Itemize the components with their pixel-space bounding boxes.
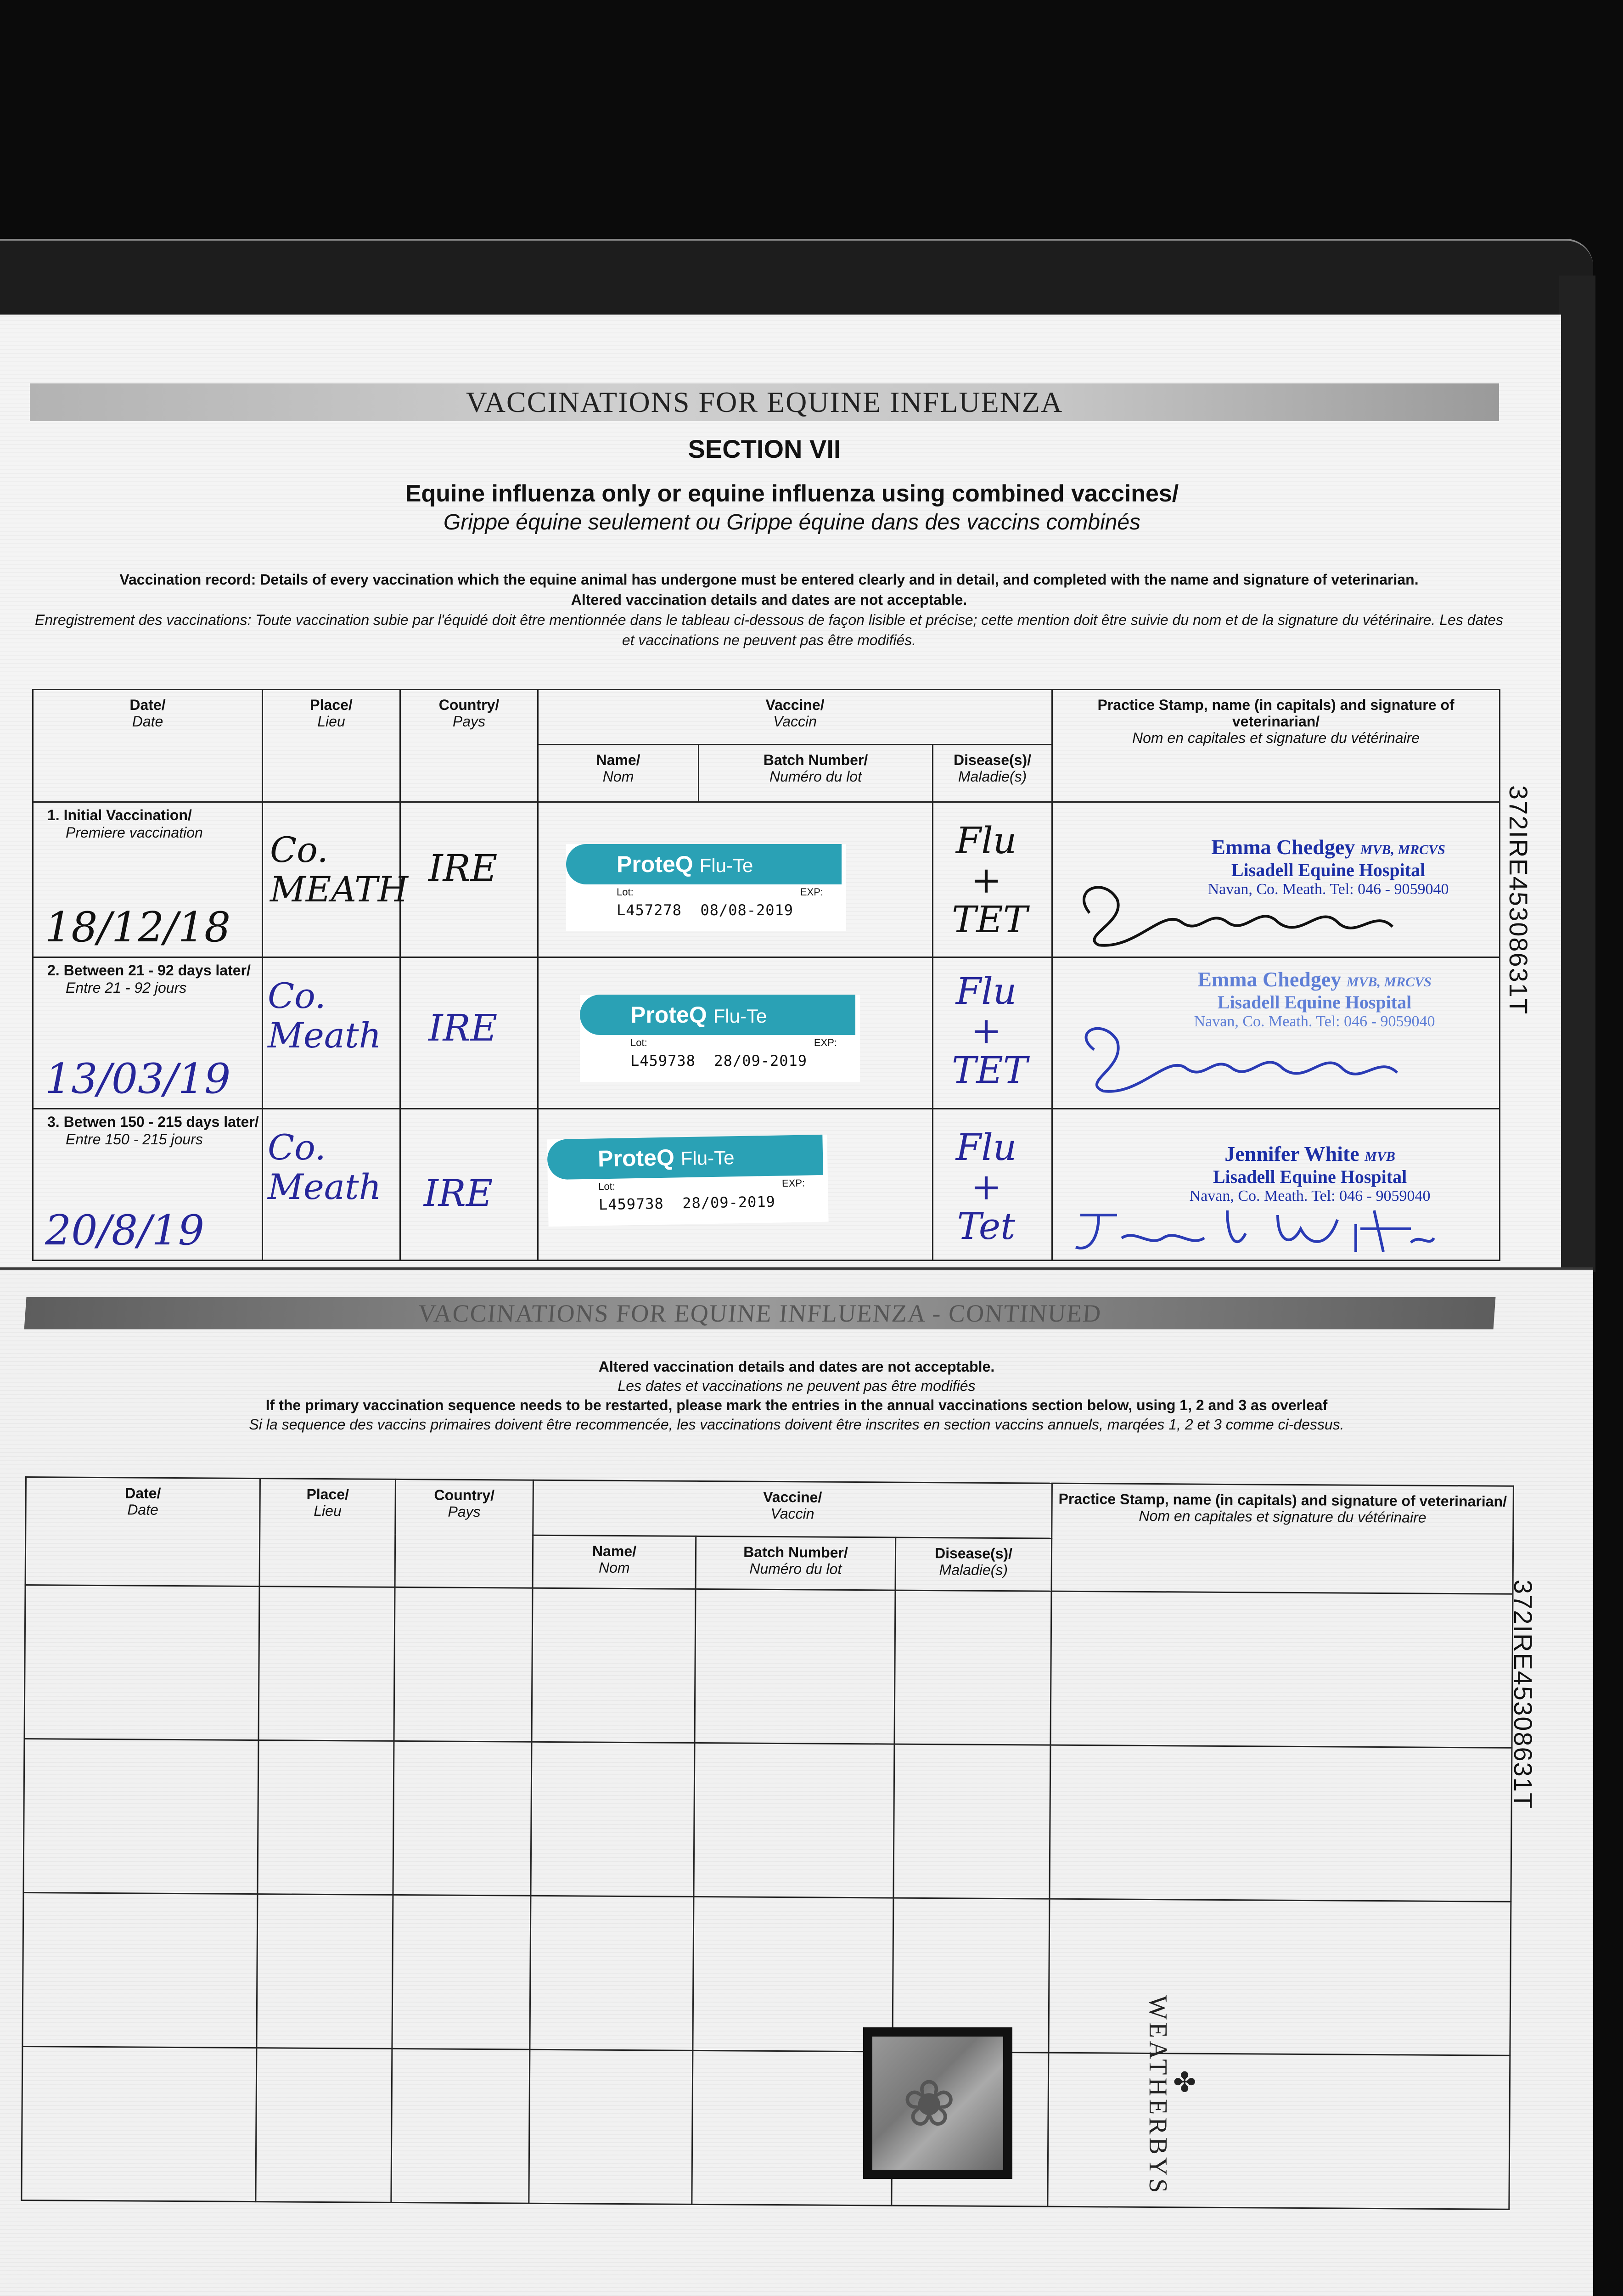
vaccination-date: 18/12/18 xyxy=(45,903,231,951)
disease-cell xyxy=(933,802,1052,957)
batch-number: L459738 xyxy=(598,1194,664,1214)
restart-notice-english: If the primary vaccination sequence needs to be restarted, please mark the entries in the annual vaccinations section below, using 1, 2 and 3 as overleaf xyxy=(265,1397,1328,1413)
country-value: IRE xyxy=(424,1172,493,1215)
stamp-cell xyxy=(1052,1109,1500,1261)
veterinarian-signature xyxy=(1062,1201,1438,1261)
header-diseases: Disease(s)/ Maladie(s) xyxy=(895,1537,1052,1591)
altered-notice-english: Altered vaccination details and dates are not acceptable. xyxy=(598,1358,995,1375)
place-value: Co. Meath xyxy=(268,1127,382,1207)
intro-english: Vaccination record: Details of every vaccination which the equine animal has undergone must be entered clearly and in detail, and completed with the name and signature of veterinarian. xyxy=(119,571,1419,588)
veterinarian-signature xyxy=(1062,872,1429,954)
date-cell: 3. Betwen 150 - 215 days later/ Entre 150 - 215 jours 20/8/19 xyxy=(33,1109,263,1261)
country-value: IRE xyxy=(428,1007,498,1049)
disease-value: Flu + Tet xyxy=(955,1126,1017,1248)
vaccination-row xyxy=(33,957,1500,1109)
empty-row xyxy=(23,1739,1512,1902)
practice-stamp: Emma Chedgey MVB, MRCVS Lisadell Equine Hospital Navan, Co. Meath. Tel: 046 - 9059040 xyxy=(1207,835,1449,898)
country-cell xyxy=(400,1109,538,1261)
restart-notice-french: Si la sequence des vaccins primaires doivent être recommencée, les vaccinations doivent être inscrites en section vaccins annuels, marqées 1, 2 et 3 comme ci-dessus. xyxy=(249,1416,1344,1433)
altered-notice-french: Les dates et vaccinations ne peuvent pas être modifiés xyxy=(618,1378,976,1394)
vaccine-sticker: ProteQ Flu-Te Lot: EXP: L457278 08/08-2019 xyxy=(566,844,846,931)
header-country: Country/ Pays xyxy=(400,690,538,802)
header-date: Date/ Date xyxy=(33,690,263,802)
header-vaccine: Vaccine/ Vaccin xyxy=(538,690,1052,745)
expiry-date: 28/09-2019 xyxy=(682,1193,776,1212)
header-batch-number: Batch Number/ Numéro du lot xyxy=(696,1536,896,1590)
crest-icon: ✤ xyxy=(1173,2067,1196,2098)
book-spine-edge xyxy=(1559,276,1595,1272)
disease-cell xyxy=(933,957,1052,1109)
stamp-cell xyxy=(1052,802,1500,957)
vaccination-date: 20/8/19 xyxy=(45,1206,204,1255)
header-batch-number: Batch Number/ Numéro du lot xyxy=(699,745,933,802)
vaccination-row xyxy=(33,1109,1500,1261)
header-place: Place/ Lieu xyxy=(263,690,400,802)
publisher-logo: WEATHERBYS xyxy=(1144,1995,1172,2196)
veterinarian-signature xyxy=(1062,1013,1429,1105)
section-title: SECTION VII xyxy=(688,434,841,463)
disease-value: Flu + TET xyxy=(952,970,1028,1092)
vaccination-row xyxy=(33,802,1500,957)
practice-stamp: Emma Chedgey MVB, MRCVS Lisadell Equine Hospital Navan, Co. Meath. Tel: 046 - 9059040 xyxy=(1194,968,1435,1030)
passport-id-code: 372IRE45308631T xyxy=(1509,1580,1538,1810)
header-vaccine-name: Name/ Nom xyxy=(538,745,699,802)
passport-id-code: 372IRE45308631T xyxy=(1504,785,1533,1015)
vaccine-sticker-cell xyxy=(538,957,933,1109)
header-vaccine: Vaccine/ Vaccin xyxy=(533,1480,1052,1538)
empty-row xyxy=(22,2046,1510,2209)
country-value: IRE xyxy=(428,847,498,889)
section-banner: VACCINATIONS FOR EQUINE INFLUENZA xyxy=(30,383,1499,421)
heading-french: Grippe équine seulement ou Grippe équine dans des vaccins combinés xyxy=(443,510,1141,535)
intro-english-note: Altered vaccination details and dates are not acceptable. xyxy=(571,591,967,608)
stamp-cell xyxy=(1052,957,1500,1109)
batch-number: L459738 xyxy=(630,1052,696,1069)
expiry-date: 28/09-2019 xyxy=(714,1052,808,1069)
expiry-date: 08/08-2019 xyxy=(700,901,794,919)
disease-cell xyxy=(933,1109,1052,1261)
batch-number: L457278 xyxy=(617,901,682,919)
country-cell xyxy=(400,802,538,957)
crest-icon: ❀ xyxy=(902,2067,956,2139)
header-diseases: Disease(s)/ Maladie(s) xyxy=(933,745,1052,802)
vaccine-sticker: ProteQ Flu-Te Lot: EXP: L459738 28/09-2019 xyxy=(547,1135,828,1227)
vaccine-sticker-cell xyxy=(538,1109,933,1261)
header-place: Place/ Lieu xyxy=(259,1479,395,1587)
place-value: Co. MEATH xyxy=(270,829,408,910)
empty-row xyxy=(22,1892,1511,2055)
vaccination-date: 13/03/19 xyxy=(45,1055,231,1103)
place-cell xyxy=(263,957,400,1109)
header-practice-stamp: Practice Stamp, name (in capitals) and signature of veterinarian/ Nom en capitales et signature du vétérinaire xyxy=(1051,1483,1513,1594)
header-practice-stamp: Practice Stamp, name (in capitals) and signature of veterinarian/ Nom en capitales et signature du vétérinaire xyxy=(1052,690,1500,802)
vaccination-table-continued xyxy=(21,1476,1514,2210)
heading-english: Equine influenza only or equine influenza using combined vaccines/ xyxy=(405,480,1179,507)
date-cell: 1. Initial Vaccination/ Premiere vaccination 18/12/18 xyxy=(33,802,263,957)
header-vaccine-name: Name/ Nom xyxy=(533,1535,696,1589)
date-cell: 2. Between 21 - 92 days later/ Entre 21 - 92 jours 13/03/19 xyxy=(33,957,263,1109)
intro-text xyxy=(32,569,1506,650)
place-value: Co. Meath xyxy=(268,975,382,1056)
country-cell xyxy=(400,957,538,1109)
intro-french: Enregistrement des vaccinations: Toute vaccination subie par l'équidé doit être mentionnée dans le tableau ci-dessous de façon lisible et précise; cette mention doit être suivie du nom et de la signature du vétérinaire. Les dates et vaccinations ne peuvent pas être modifiés. xyxy=(35,612,1503,648)
place-cell xyxy=(263,802,408,957)
header-country: Country/ Pays xyxy=(395,1479,533,1588)
place-cell xyxy=(263,1109,400,1261)
vaccination-table-primary xyxy=(32,689,1500,1261)
vaccine-sticker: ProteQ Flu-Te Lot: EXP: L459738 28/09-2019 xyxy=(580,995,860,1082)
section-banner-continued: VACCINATIONS FOR EQUINE INFLUENZA - CONTINUED xyxy=(24,1297,1496,1329)
disease-value: Flu + TET xyxy=(952,819,1028,941)
practice-stamp: Jennifer White MVB Lisadell Equine Hospital Navan, Co. Meath. Tel: 046 - 9059040 xyxy=(1189,1142,1431,1204)
header-date: Date/ Date xyxy=(25,1477,260,1587)
vaccine-sticker-cell xyxy=(538,802,933,957)
intro-text-continued xyxy=(0,1357,1593,1434)
empty-row xyxy=(24,1585,1513,1748)
